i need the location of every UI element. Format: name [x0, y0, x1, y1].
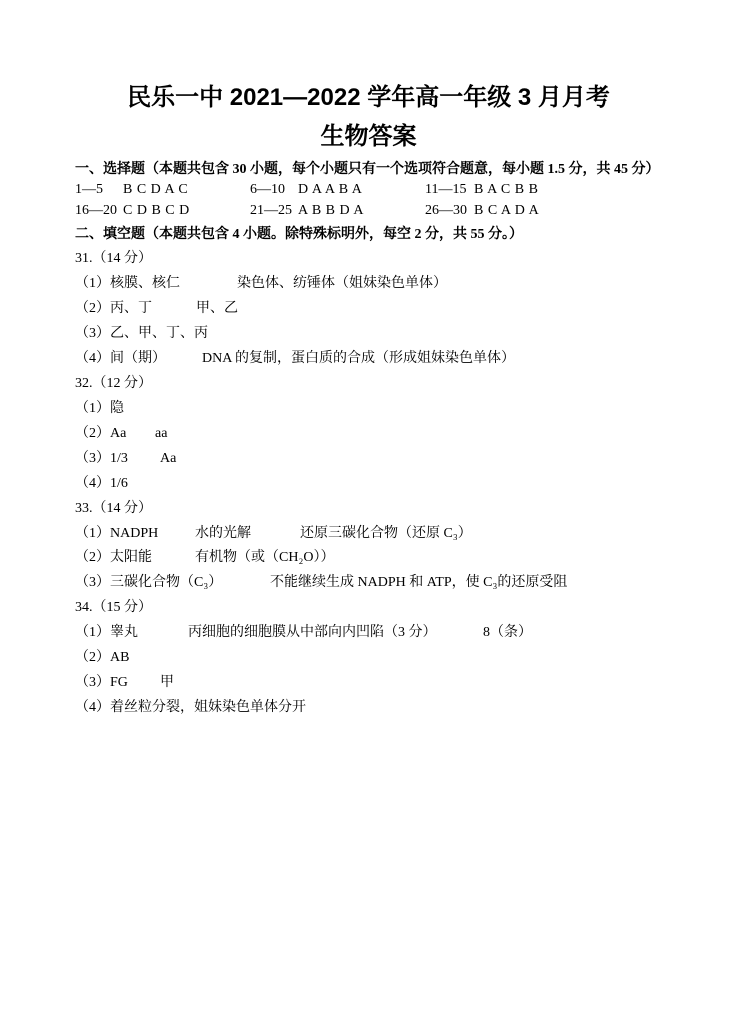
answer-item: （2）AB — [75, 650, 130, 665]
question-label: 33.（14 分） — [75, 501, 152, 516]
answer-blank: DNA 的复制，蛋白质的合成（形成姐妹染色单体） — [202, 351, 516, 366]
question-label: 31.（14 分） — [75, 251, 152, 266]
choice-range: 26—30 — [425, 203, 467, 218]
answer-item: （1）NADPH — [75, 526, 159, 541]
answer-blank: 水的光解 — [195, 526, 251, 541]
answer-item: （3）乙、甲、丁、丙 — [75, 326, 208, 341]
answer-item: （1）睾丸 — [75, 625, 138, 640]
answer-blank: 有机物（或（CH₂O）） — [195, 550, 335, 565]
answer-blank: 甲、乙 — [196, 301, 238, 316]
answer-blank: 8（条） — [483, 625, 532, 640]
choice-range: 11—15 — [425, 182, 467, 197]
choice-answers: A B B D A — [298, 203, 364, 218]
choice-range: 6—10 — [250, 182, 285, 197]
answer-item: （2）太阳能 — [75, 550, 152, 565]
answer-item: （3）三碳化合物（C₃） — [75, 575, 223, 590]
answer-item: （3）FG — [75, 675, 128, 690]
answer-item: （4）1/6 — [75, 476, 128, 491]
choice-answers: B C A D A — [474, 203, 540, 218]
answer-blank: 甲 — [160, 675, 174, 690]
answer-item: （4）间（期） — [75, 351, 166, 366]
document-title: 民乐一中 2021—2022 学年高一年级 3 月月考 — [127, 84, 610, 111]
choice-range: 1—5 — [75, 182, 103, 197]
choice-answers: C D B C D — [123, 203, 190, 218]
answer-blank: 还原三碳化合物（还原 C₃） — [300, 526, 472, 541]
choice-answers: B A C B B — [474, 182, 539, 197]
answer-blank: 不能继续生成 NADPH 和 ATP，使 C₃的还原受阻 — [270, 575, 568, 590]
choice-answers: B C D A C — [123, 182, 189, 197]
answer-blank: 丙细胞的细胞膜从中部向内凹陷（3 分） — [188, 625, 437, 640]
answer-item: （1）核膜、核仁 — [75, 276, 180, 291]
question-label: 32.（12 分） — [75, 376, 152, 391]
answer-blank: 染色体、纺锤体（姐妹染色单体） — [237, 276, 447, 291]
section-heading-choice: 一、选择题（本题共包含 30 小题，每个小题只有一个选项符合题意，每小题 1.5 分，共 45 分） — [75, 162, 660, 177]
section-heading-fill: 二、填空题（本题共包含 4 小题。除特殊标明外，每空 2 分，共 55 分。） — [75, 227, 523, 242]
answer-blank: Aa — [160, 451, 177, 466]
document-subtitle: 生物答案 — [320, 123, 417, 150]
choice-range: 21—25 — [250, 203, 292, 218]
answer-item: （4）着丝粒分裂，姐妹染色单体分开 — [75, 700, 306, 715]
choice-answers: D A A B A — [298, 182, 363, 197]
answer-item: （2）丙、丁 — [75, 301, 152, 316]
answer-item: （1）隐 — [75, 401, 124, 416]
question-label: 34.（15 分） — [75, 600, 152, 615]
answer-blank: aa — [155, 426, 168, 441]
choice-range: 16—20 — [75, 203, 117, 218]
answer-item: （2）Aa — [75, 426, 127, 441]
answer-item: （3）1/3 — [75, 451, 128, 466]
